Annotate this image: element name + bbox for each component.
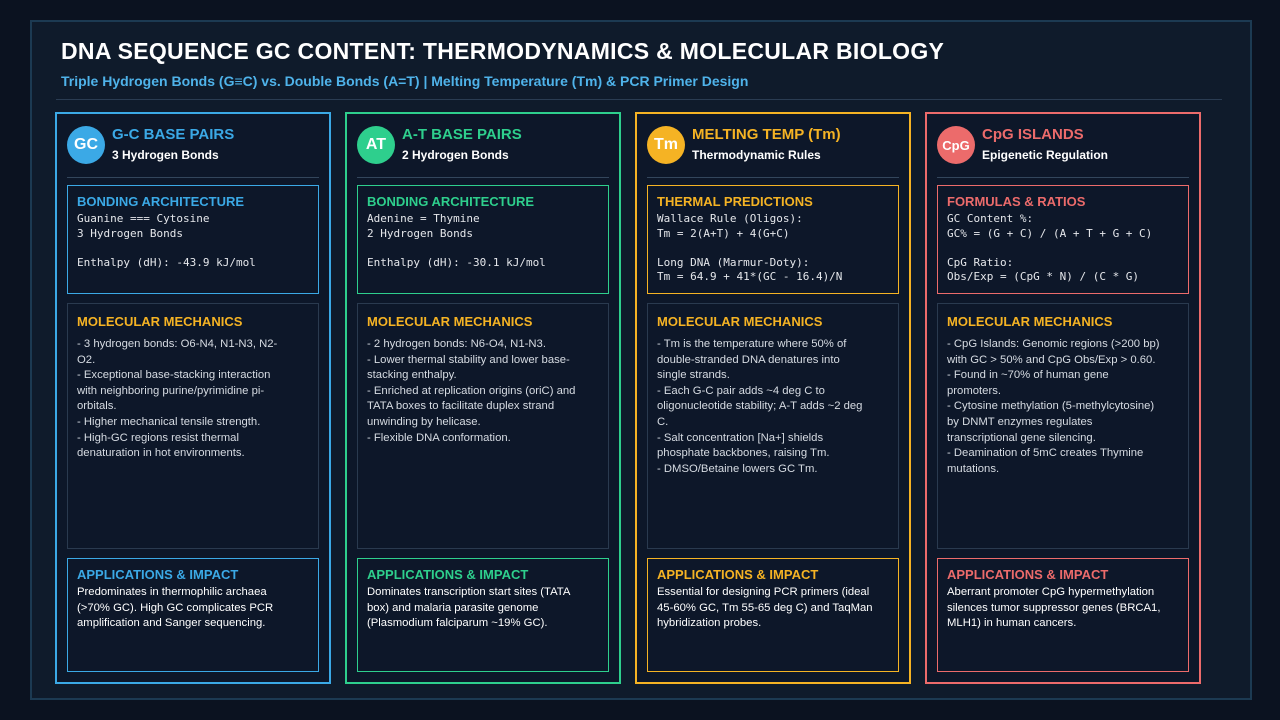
card-subtitle: 3 Hydrogen Bonds <box>112 148 219 162</box>
card-title: CpG ISLANDS <box>982 126 1084 143</box>
bonding-architecture-box <box>67 185 319 294</box>
card-title: G-C BASE PAIRS <box>112 126 235 143</box>
box-formula-text: GC Content %: GC% = (G + C) / (A + T + G + C) CpG Ratio: Obs/Exp = (CpG * N) / (C * G) <box>947 212 1153 283</box>
box-heading: MOLECULAR MECHANICS <box>657 314 823 329</box>
molecular-mechanics-box <box>67 303 319 549</box>
box-heading: MOLECULAR MECHANICS <box>947 314 1113 329</box>
applications-impact-box <box>937 558 1189 672</box>
box-body-text: - 3 hydrogen bonds: O6-N4, N1-N3, N2- O2. - Exceptional base-stacking interaction with neighboring purine/pyrimidine pi- orbitals. - Higher mechanical tensile strength. - High-GC regions resist thermal denaturation in hot environments. <box>77 338 278 460</box>
gc-badge-icon: GC <box>67 126 105 164</box>
box-heading: APPLICATIONS & IMPACT <box>77 567 239 582</box>
box-body-text: Essential for designing PCR primers (ideal 45-60% GC, Tm 55-65 deg C) and TaqMan hybridization probes. <box>657 586 873 630</box>
box-heading: MOLECULAR MECHANICS <box>77 314 243 329</box>
card-header <box>637 114 909 178</box>
box-heading: APPLICATIONS & IMPACT <box>367 567 529 582</box>
bonding-architecture-box <box>357 185 609 294</box>
box-body-text: - Tm is the temperature where 50% of double-stranded DNA denatures into single strands. - Each G-C pair adds ~4 deg C to oligonucleotide stability; A-T adds ~2 deg C. - Salt concentration [Na+] shields phosphate backbones, raising Tm. - DMSO/Betaine lowers GC Tm. <box>657 338 863 475</box>
card-header <box>57 114 329 178</box>
at-badge-icon: AT <box>357 126 395 164</box>
molecular-mechanics-box <box>937 303 1189 549</box>
applications-impact-box <box>647 558 899 672</box>
box-heading: MOLECULAR MECHANICS <box>367 314 533 329</box>
box-body-text: Predominates in thermophilic archaea (>70% GC). High GC complicates PCR amplification and Sanger sequencing. <box>77 586 274 630</box>
page-title: DNA SEQUENCE GC CONTENT: THERMODYNAMICS & MOLECULAR BIOLOGY <box>61 38 945 64</box>
card-subtitle: 2 Hydrogen Bonds <box>402 148 509 162</box>
applications-impact-box <box>357 558 609 672</box>
main-panel <box>30 20 1252 700</box>
box-formula-text: Adenine = Thymine 2 Hydrogen Bonds Enthalpy (dH): -30.1 kJ/mol <box>367 212 546 269</box>
card-divider <box>357 177 609 178</box>
card-subtitle: Thermodynamic Rules <box>692 148 821 162</box>
box-heading: BONDING ARCHITECTURE <box>367 194 535 209</box>
box-heading: APPLICATIONS & IMPACT <box>947 567 1109 582</box>
cpg-badge-icon: CpG <box>937 126 975 164</box>
box-body-text: - 2 hydrogen bonds: N6-O4, N1-N3. - Lower thermal stability and lower base- stacking enthalpy. - Enriched at replication origins (oriC) and TATA boxes to facilitate duplex strand unwinding by helicase. - Flexible DNA conformation. <box>367 338 576 444</box>
card-gc-base-pairs <box>55 112 331 684</box>
card-cpg-islands <box>925 112 1201 684</box>
card-divider <box>647 177 899 178</box>
box-heading: THERMAL PREDICTIONS <box>657 194 813 209</box>
card-melting-temp <box>635 112 911 684</box>
box-formula-text: Guanine === Cytosine 3 Hydrogen Bonds Enthalpy (dH): -43.9 kJ/mol <box>77 212 256 269</box>
card-divider <box>67 177 319 178</box>
card-divider <box>937 177 1189 178</box>
card-at-base-pairs <box>345 112 621 684</box>
tm-badge-icon: Tm <box>647 126 685 164</box>
box-heading: FORMULAS & RATIOS <box>947 194 1086 209</box>
applications-impact-box <box>67 558 319 672</box>
box-body-text: Dominates transcription start sites (TATA box) and malaria parasite genome (Plasmodium falciparum ~19% GC). <box>367 586 571 630</box>
header-divider <box>56 99 1222 100</box>
molecular-mechanics-box <box>357 303 609 549</box>
card-subtitle: Epigenetic Regulation <box>982 148 1109 162</box>
thermal-predictions-box <box>647 185 899 294</box>
box-heading: APPLICATIONS & IMPACT <box>657 567 819 582</box>
card-header <box>927 114 1199 178</box>
box-body-text: - CpG Islands: Genomic regions (>200 bp) with GC > 50% and CpG Obs/Exp > 0.60. - Found in ~70% of human gene promoters. - Cytosine methylation (5-methylcytosine) by DNMT enzymes regulates transcriptional gene silencing. - Deamination of 5mC creates Thymine mutations. <box>947 338 1160 475</box>
formulas-ratios-box <box>937 185 1189 294</box>
box-formula-text: Wallace Rule (Oligos): Tm = 2(A+T) + 4(G+C) Long DNA (Marmur-Doty): Tm = 64.9 + 41*(GC - 16.4)/N <box>657 212 843 283</box>
box-body-text: Aberrant promoter CpG hypermethylation silences tumor suppressor genes (BRCA1, MLH1) in human cancers. <box>947 586 1161 630</box>
page-subtitle: Triple Hydrogen Bonds (G≡C) vs. Double Bonds (A=T) | Melting Temperature (Tm) & PCR Primer Design <box>61 73 749 89</box>
box-heading: BONDING ARCHITECTURE <box>77 194 245 209</box>
molecular-mechanics-box <box>647 303 899 549</box>
card-title: A-T BASE PAIRS <box>402 126 522 143</box>
card-header <box>347 114 619 178</box>
card-title: MELTING TEMP (Tm) <box>692 126 841 143</box>
